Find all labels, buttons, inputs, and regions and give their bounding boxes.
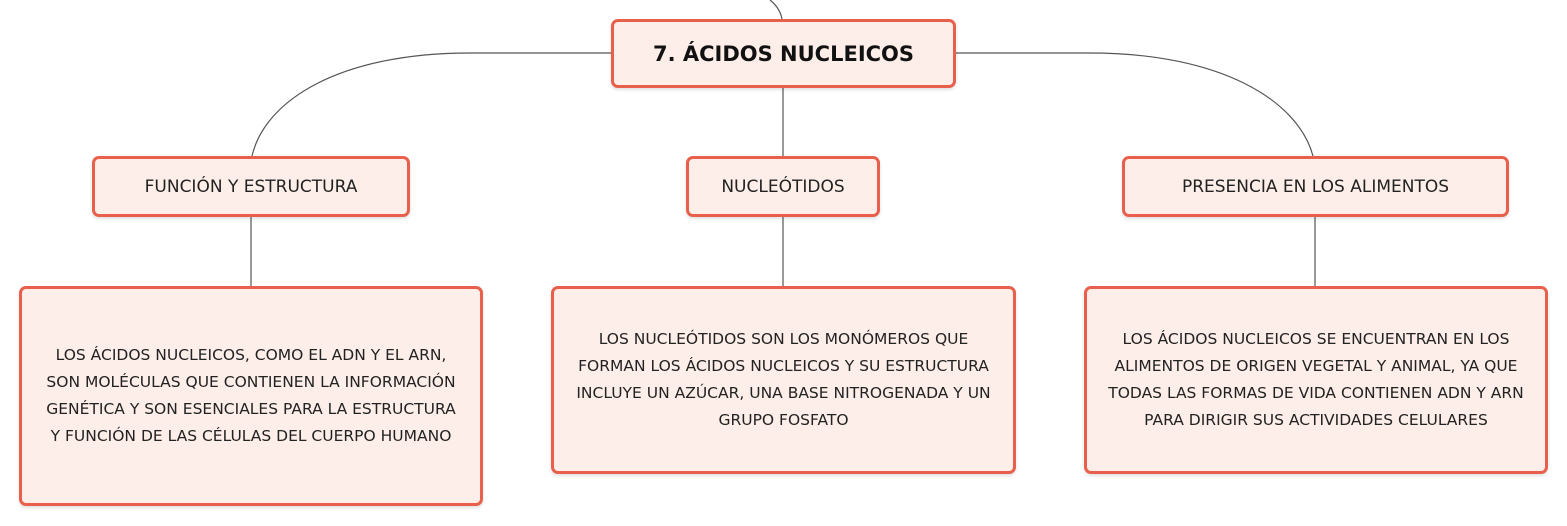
root-node[interactable]	[611, 19, 956, 88]
root-title: 7. ÁCIDOS NUCLEICOS	[652, 41, 915, 66]
connector-parent	[770, 0, 782, 19]
topic-node-funcion-estructura[interactable]	[92, 156, 410, 217]
topic-label: FUNCIÓN Y ESTRUCTURA	[144, 176, 358, 197]
topic-node-nucleotidos[interactable]	[686, 156, 880, 217]
topic-label: PRESENCIA EN LOS ALIMENTOS	[1181, 176, 1450, 197]
connector-root-topic-1	[252, 53, 611, 156]
description-node-funcion-estructura[interactable]	[19, 286, 483, 506]
description-text: LOS NUCLEÓTIDOS SON LOS MONÓMEROS QUE FORMAN LOS ÁCIDOS NUCLEICOS Y SU ESTRUCTURA INCLUYE UN AZÚCAR, UNA BASE NITROGENADA Y UN GRUPO FOSFATO	[576, 330, 991, 429]
description-text: LOS ÁCIDOS NUCLEICOS SE ENCUENTRAN EN LOS ALIMENTOS DE ORIGEN VEGETAL Y ANIMAL, YA QUE TODAS LAS FORMAS DE VIDA CONTIENEN ADN Y ARN PARA DIRIGIR SUS ACTIVIDADES CELULARES	[1108, 330, 1524, 429]
description-node-nucleotidos[interactable]	[551, 286, 1016, 474]
topic-node-presencia-alimentos[interactable]	[1122, 156, 1509, 217]
description-text: LOS ÁCIDOS NUCLEICOS, COMO EL ADN Y EL ARN, SON MOLÉCULAS QUE CONTIENEN LA INFORMACIÓN GENÉTICA Y SON ESENCIALES PARA LA ESTRUCTURA Y FUNCIÓN DE LAS CÉLULAS DEL CUERPO HUMANO	[46, 346, 456, 445]
description-node-presencia-alimentos[interactable]	[1084, 286, 1548, 474]
topic-label: NUCLEÓTIDOS	[721, 176, 845, 197]
connector-root-topic-3	[956, 53, 1313, 156]
